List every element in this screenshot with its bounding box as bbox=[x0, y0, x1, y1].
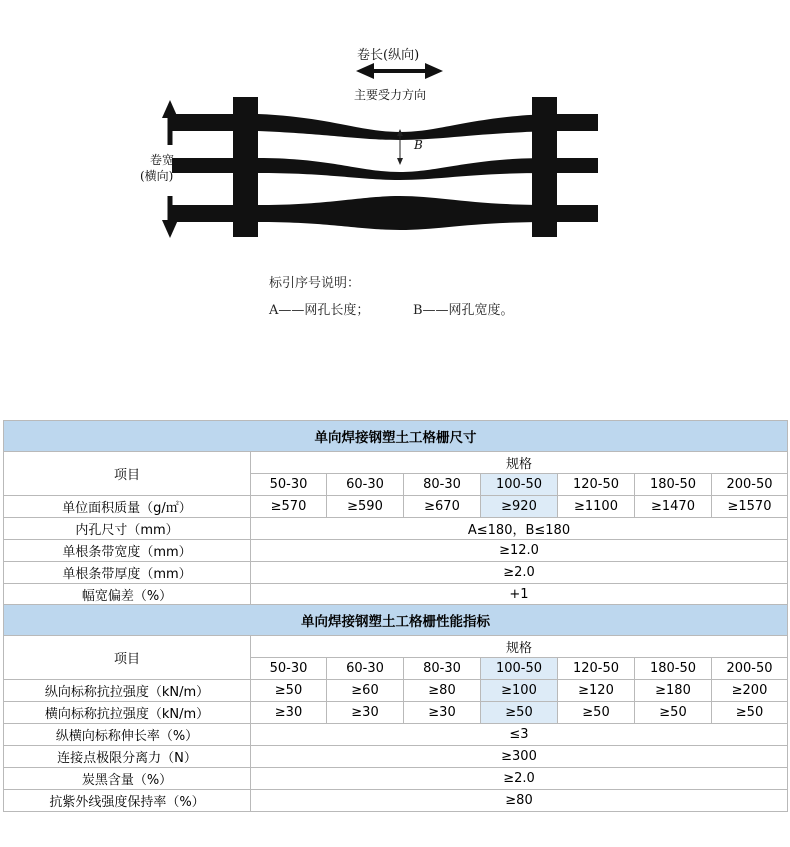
table-row bbox=[4, 746, 788, 768]
merged-value-cell: A≤180，B≤180 bbox=[251, 518, 788, 540]
row-label: 单根条带宽度（mm） bbox=[4, 540, 251, 562]
geogrid-diagram bbox=[0, 0, 790, 330]
value-cell: ≥100 bbox=[481, 680, 558, 702]
row-label: 内孔尺寸（mm） bbox=[4, 518, 251, 540]
dimension-b-label: B bbox=[414, 138, 423, 152]
bar-left bbox=[233, 97, 258, 237]
legend-b: B——网孔宽度。 bbox=[413, 303, 514, 318]
row-label: 单位面积质量（g/㎡） bbox=[4, 496, 251, 518]
value-cell: ≥180 bbox=[635, 680, 712, 702]
table-row bbox=[4, 724, 788, 746]
value-cell: ≥50 bbox=[712, 702, 788, 724]
spec-cell: 50-30 bbox=[251, 474, 327, 496]
row-label: 纵横向标称伸长率（%） bbox=[4, 724, 251, 746]
spec-cell: 80-30 bbox=[404, 474, 481, 496]
row-label: 炭黑含量（%） bbox=[4, 768, 251, 790]
value-cell: ≥1570 bbox=[712, 496, 788, 518]
bar-right bbox=[532, 97, 557, 237]
item-header: 项目 bbox=[4, 636, 251, 680]
merged-value-cell: ≤3 bbox=[251, 724, 788, 746]
roll-width-label: 卷宽 bbox=[150, 153, 175, 167]
table-row bbox=[4, 540, 788, 562]
spec-cell: 80-30 bbox=[404, 658, 481, 680]
value-cell: ≥30 bbox=[251, 702, 327, 724]
spec-cell: 100-50 bbox=[481, 658, 558, 680]
value-cell: ≥1470 bbox=[635, 496, 712, 518]
spec-cell: 200-50 bbox=[712, 658, 788, 680]
merged-value-cell: ≥12.0 bbox=[251, 540, 788, 562]
spec-header: 规格 bbox=[251, 636, 788, 658]
roll-length-label: 卷长(纵向) bbox=[357, 48, 420, 63]
spec-cell: 200-50 bbox=[712, 474, 788, 496]
spec-cell: 100-50 bbox=[481, 474, 558, 496]
dimension-table-title: 单向焊接钢塑土工格栅尺寸 bbox=[4, 421, 788, 452]
value-cell: ≥670 bbox=[404, 496, 481, 518]
dimension-table bbox=[3, 420, 788, 606]
row-label: 抗紫外线强度保持率（%） bbox=[4, 790, 251, 812]
row-label: 单根条带厚度（mm） bbox=[4, 562, 251, 584]
row-label: 横向标称抗拉强度（kN/m） bbox=[4, 702, 251, 724]
value-cell: ≥590 bbox=[327, 496, 404, 518]
spec-cell: 120-50 bbox=[558, 474, 635, 496]
table-row bbox=[4, 768, 788, 790]
value-cell: ≥60 bbox=[327, 680, 404, 702]
table-row bbox=[4, 496, 788, 518]
item-header: 项目 bbox=[4, 452, 251, 496]
legend-title: 标引序号说明： bbox=[269, 276, 361, 291]
value-cell: ≥1100 bbox=[558, 496, 635, 518]
value-cell: ≥80 bbox=[404, 680, 481, 702]
main-force-direction-label: 主要受力方向 bbox=[354, 88, 427, 102]
spec-header: 规格 bbox=[251, 452, 788, 474]
merged-value-cell: ≥2.0 bbox=[251, 768, 788, 790]
value-cell: ≥30 bbox=[327, 702, 404, 724]
value-cell: ≥920 bbox=[481, 496, 558, 518]
spec-cell: 50-30 bbox=[251, 658, 327, 680]
value-cell: ≥30 bbox=[404, 702, 481, 724]
row-label: 纵向标称抗拉强度（kN/m） bbox=[4, 680, 251, 702]
value-cell: ≥50 bbox=[251, 680, 327, 702]
spec-cell: 60-30 bbox=[327, 658, 404, 680]
table-row bbox=[4, 680, 788, 702]
table-row bbox=[4, 518, 788, 540]
value-cell: ≥120 bbox=[558, 680, 635, 702]
spec-cell: 120-50 bbox=[558, 658, 635, 680]
value-cell: ≥50 bbox=[635, 702, 712, 724]
dimension-b bbox=[397, 129, 403, 165]
dimension-a-label: A bbox=[394, 178, 403, 192]
value-cell: ≥50 bbox=[481, 702, 558, 724]
value-cell: ≥570 bbox=[251, 496, 327, 518]
merged-value-cell: ≥80 bbox=[251, 790, 788, 812]
table-row bbox=[4, 702, 788, 724]
merged-value-cell: +1 bbox=[251, 584, 788, 606]
spec-cell: 180-50 bbox=[635, 474, 712, 496]
roll-length-arrow-icon bbox=[356, 63, 443, 79]
table-row bbox=[4, 790, 788, 812]
spec-cell: 60-30 bbox=[327, 474, 404, 496]
spec-cell: 180-50 bbox=[635, 658, 712, 680]
table-row bbox=[4, 584, 788, 606]
table-row bbox=[4, 562, 788, 584]
merged-value-cell: ≥300 bbox=[251, 746, 788, 768]
legend-a: A——网孔长度； bbox=[269, 303, 370, 318]
performance-table bbox=[3, 604, 788, 812]
row-label: 幅宽偏差（%） bbox=[4, 584, 251, 606]
value-cell: ≥50 bbox=[558, 702, 635, 724]
value-cell: ≥200 bbox=[712, 680, 788, 702]
merged-value-cell: ≥2.0 bbox=[251, 562, 788, 584]
performance-table-title: 单向焊接钢塑土工格栅性能指标 bbox=[4, 605, 788, 636]
roll-width-direction-label: (横向) bbox=[140, 169, 174, 183]
row-label: 连接点极限分离力（N） bbox=[4, 746, 251, 768]
